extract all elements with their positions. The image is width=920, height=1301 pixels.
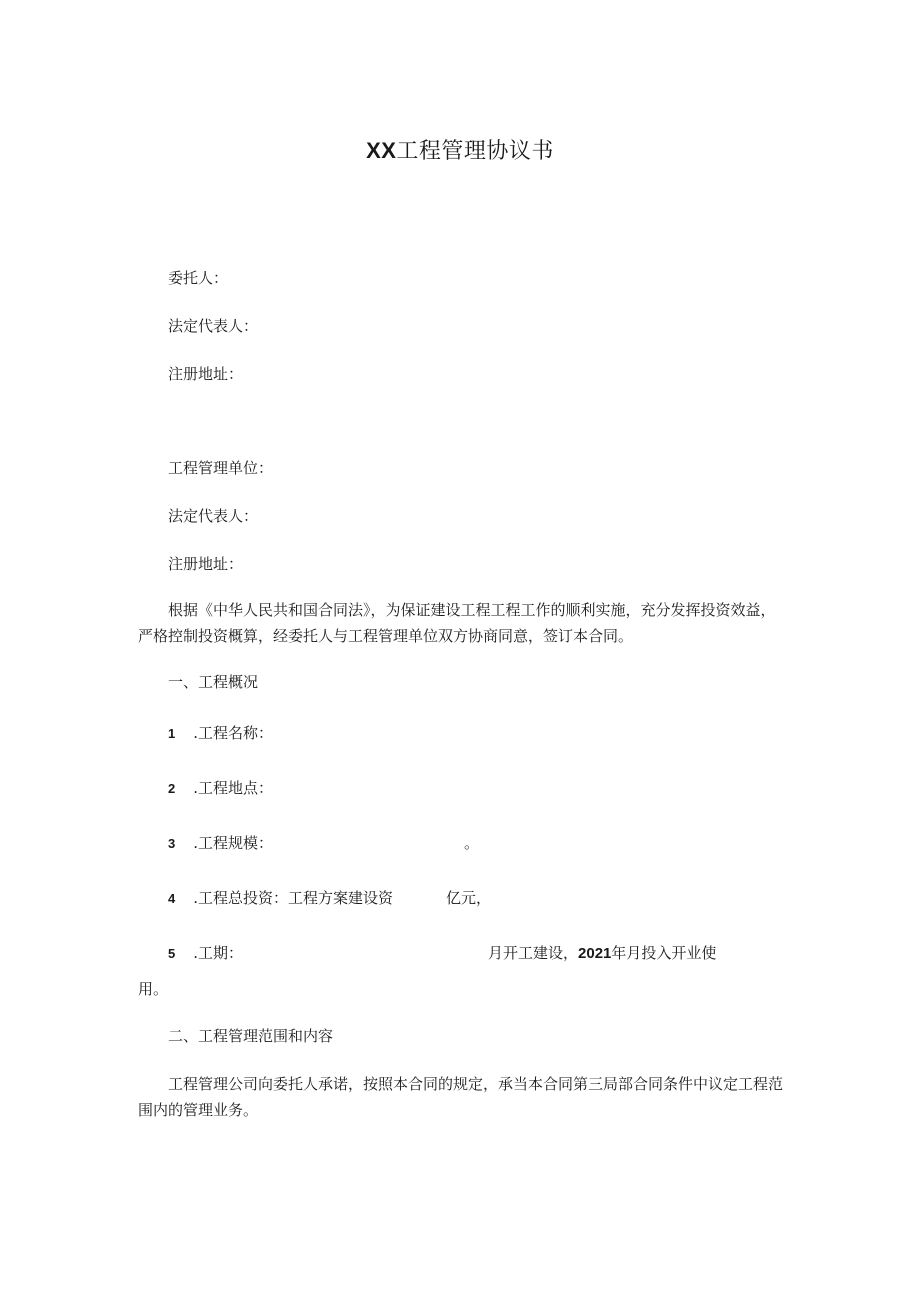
item-number: 5 xyxy=(168,946,176,961)
item-total-investment xyxy=(168,888,393,909)
client-rep-label: 法定代表人： xyxy=(168,317,259,335)
item-project-scale-tail: 。 xyxy=(464,834,480,852)
preamble-paragraph: 根据《中华人民共和国合同法》，为保证建设工程工程工作的顺利实施，充分发挥投资效益，严格控制投资概算，经委托人与工程管理单位双方协商同意，签订本合同。 xyxy=(138,601,776,645)
period-tail-b: 年月投入开业使 xyxy=(611,944,717,962)
item-construction-period-tail xyxy=(488,943,716,964)
period-tail-a: 月开工建设， xyxy=(488,944,579,962)
client-address-label: 注册地址： xyxy=(168,365,244,383)
item-project-location xyxy=(168,778,273,799)
item-project-name xyxy=(168,723,273,744)
document-title xyxy=(0,136,920,167)
item-construction-period-wrap: 用。 xyxy=(138,980,169,998)
item-number: 4 xyxy=(168,891,176,906)
item-project-scale xyxy=(168,833,273,854)
item-total-investment-tail: 亿元， xyxy=(446,889,492,907)
item-label: .工程规模： xyxy=(193,834,274,852)
item-construction-period xyxy=(168,943,243,964)
item-number: 2 xyxy=(168,781,176,796)
manager-label: 工程管理单位： xyxy=(168,459,274,477)
title-latin: XX xyxy=(366,138,397,163)
item-number: 3 xyxy=(168,836,176,851)
item-label: .工期： xyxy=(193,944,244,962)
manager-rep-label: 法定代表人： xyxy=(168,507,259,525)
title-text: 工程管理协议书 xyxy=(396,139,554,164)
section-1-heading: 一、工程概况 xyxy=(168,673,259,691)
period-year: 2021 xyxy=(578,945,612,962)
item-label: .工程地点： xyxy=(193,779,274,797)
client-label: 委托人： xyxy=(168,269,229,287)
manager-address-label: 注册地址： xyxy=(168,555,244,573)
item-label: .工程总投资：工程方案建设资 xyxy=(193,889,394,907)
item-number: 1 xyxy=(168,726,176,741)
item-label: .工程名称： xyxy=(193,724,274,742)
section-2-body: 工程管理公司向委托人承诺，按照本合同的规定，承当本合同第三局部合同条件中议定工程范围内的管理业务。 xyxy=(138,1075,784,1119)
section-2-heading: 二、工程管理范围和内容 xyxy=(168,1027,334,1045)
